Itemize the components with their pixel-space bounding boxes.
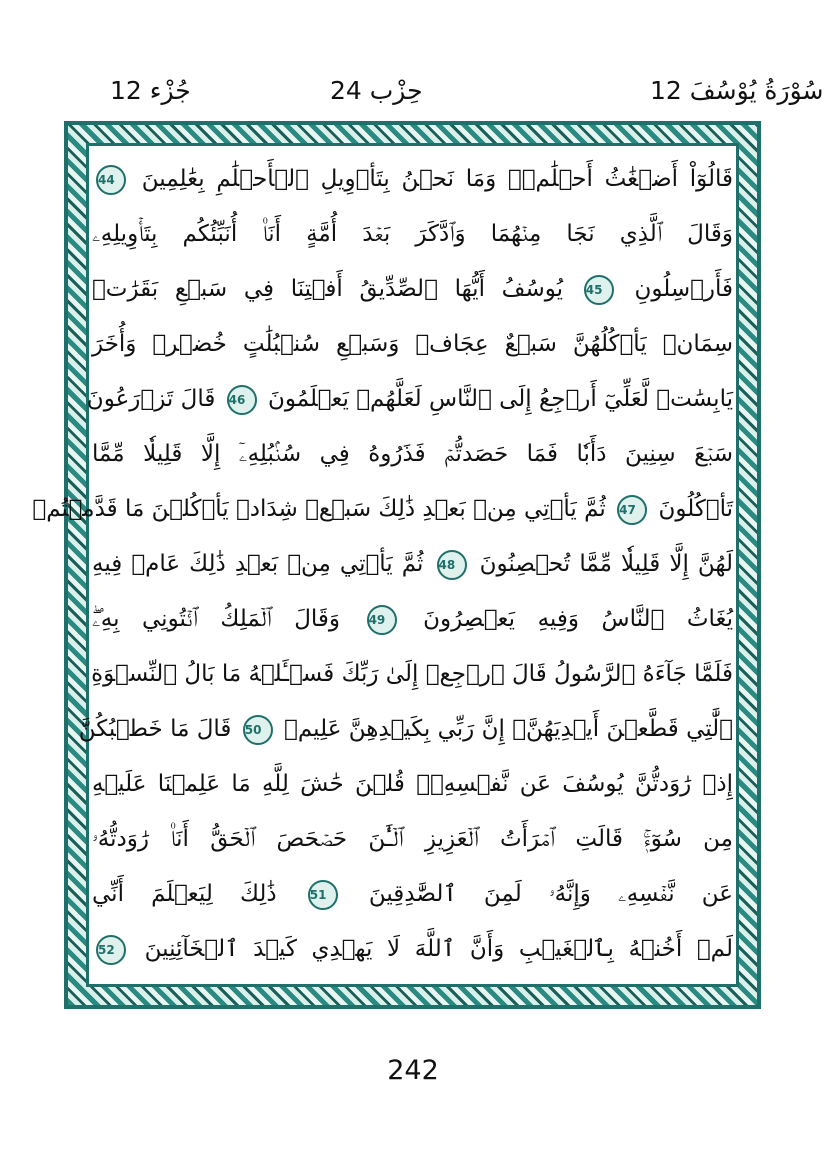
line-text: فَلَمَّا جَآءَهُ ٱلرَّسُولُ قَالَ ٱرۡجِعۡ إِلَىٰ رَبِّكَ فَسۡـَٔلۡهُ مَا بَالُ ٱلنِّسۡوَةِ [91, 661, 733, 687]
text-line [92, 645, 733, 703]
ayah-number-marker: 46 [227, 385, 257, 415]
line-text: عَن نَّفۡسِهِۦ وَإِنَّهُۥ لَمِنَ ٱلصَّٰدِقِينَ [368, 881, 733, 907]
line-text: مِن سُوٓءٖۚ قَالَتِ ٱمۡرَأَتُ ٱلۡعَزِيزِ ٱلۡـَٰٔنَ حَصۡحَصَ ٱلۡحَقُّ أَنَا۠ رَٰوَدتُّهُۥ [92, 826, 733, 852]
line-text: يَابِسَٰتٖ لَّعَلِّيٓ أَرۡجِعُ إِلَى ٱلنَّاسِ لَعَلَّهُمۡ يَعۡلَمُونَ [267, 386, 733, 412]
line-text: وَقَالَ ٱلَّذِي نَجَا مِنۡهُمَا وَٱدَّكَرَ بَعۡدَ أُمَّةٍ أَنَا۠ أُنَبِّئُكُم بِتَأۡوِيلِهِۦ [92, 221, 733, 247]
line-text: ثُمَّ يَأۡتِي مِنۢ بَعۡدِ ذَٰلِكَ سَبۡعٞ شِدَادٞ يَأۡكُلۡنَ مَا قَدَّمۡتُمۡ [32, 496, 606, 522]
text-line [92, 865, 733, 923]
ayah-number-marker: 50 [243, 715, 273, 745]
line-text: فَأَرۡسِلُونِ [634, 276, 734, 302]
line-text: يُغَاثُ ٱلنَّاسُ وَفِيهِ يَعۡصِرُونَ [423, 606, 734, 632]
ayah-number-marker: 52 [96, 935, 126, 965]
line-text: قَالَ تَزۡرَعُونَ [86, 386, 216, 412]
text-line [92, 755, 733, 813]
page-header [0, 76, 826, 116]
ayah-number-marker: 51 [308, 880, 338, 910]
quran-text-block [32, 150, 734, 980]
line-text: سِمَانٖ يَأۡكُلُهُنَّ سَبۡعٌ عِجَافٞ وَسَبۡعِ سُنۢبُلَٰتٍ خُضۡرٖ وَأُخَرَ [92, 331, 733, 357]
text-line [92, 260, 733, 318]
ayah-number-marker: 48 [437, 550, 467, 580]
text-line [92, 315, 733, 373]
line-text: ذَٰلِكَ لِيَعۡلَمَ أَنِّي [92, 881, 277, 907]
text-line [32, 480, 733, 538]
ayah-number-marker: 44 [96, 165, 126, 195]
text-line [92, 535, 733, 593]
line-text: لَمۡ أَخُنۡهُ بِٱلۡغَيۡبِ وَأَنَّ ٱللَّهَ لَا يَهۡدِي كَيۡدَ ٱلۡخَآئِنِينَ [144, 936, 733, 962]
line-text: قَالُوٓاْ أَضۡغَٰثُ أَحۡلَٰمٖۖ وَمَا نَحۡنُ بِتَأۡوِيلِ ٱلۡأَحۡلَٰمِ بِعَٰلِمِينَ [141, 166, 734, 192]
text-line [92, 425, 733, 483]
line-text: تَأۡكُلُونَ [658, 496, 733, 522]
juz-label: جُزْء 12 [110, 76, 191, 105]
line-text: قَالَ مَا خَطۡبُكُنَّ [78, 716, 232, 742]
text-line [92, 590, 733, 648]
hizb-label: حِزْب 24 [330, 76, 423, 105]
line-text: لَهُنَّ إِلَّا قَلِيلٗا مِّمَّا تُحۡصِنُونَ [479, 551, 734, 577]
line-text: ٱلَّٰتِي قَطَّعۡنَ أَيۡدِيَهُنَّۚ إِنَّ رَبِّي بِكَيۡدِهِنَّ عَلِيمٞ [284, 716, 733, 742]
page-number: 242 [387, 1055, 439, 1086]
line-text: يُوسُفُ أَيُّهَا ٱلصِّدِّيقُ أَفۡتِنَا فِي سَبۡعِ بَقَرَٰتٖ [92, 276, 564, 302]
text-line [92, 810, 733, 868]
surah-label: 12 سُوْرَةُ يُوْسُفَ [650, 76, 824, 105]
ayah-number-marker: 49 [367, 605, 397, 635]
text-line [92, 150, 733, 208]
ayah-number-marker: 47 [617, 495, 647, 525]
line-text: إِذۡ رَٰوَدتُّنَّ يُوسُفَ عَن نَّفۡسِهِۦۚ قُلۡنَ حَٰشَ لِلَّهِ مَا عَلِمۡنَا عَلَيۡهِ [92, 771, 733, 797]
line-text: سَبۡعَ سِنِينَ دَأَبٗا فَمَا حَصَدتُّمۡ فَذَرُوهُ فِي سُنۢبُلِهِۦٓ إِلَّا قَلِيلٗا مِّمَّا [92, 441, 733, 467]
line-text: وَقَالَ ٱلۡمَلِكُ ٱئۡتُونِي بِهِۦۖ [92, 606, 341, 632]
text-line [78, 700, 733, 758]
line-text: ثُمَّ يَأۡتِي مِنۢ بَعۡدِ ذَٰلِكَ عَامٞ فِيهِ [92, 551, 424, 577]
ayah-number-marker: 45 [584, 275, 614, 305]
text-line [92, 920, 733, 978]
text-line [86, 370, 733, 428]
text-line [92, 205, 733, 263]
